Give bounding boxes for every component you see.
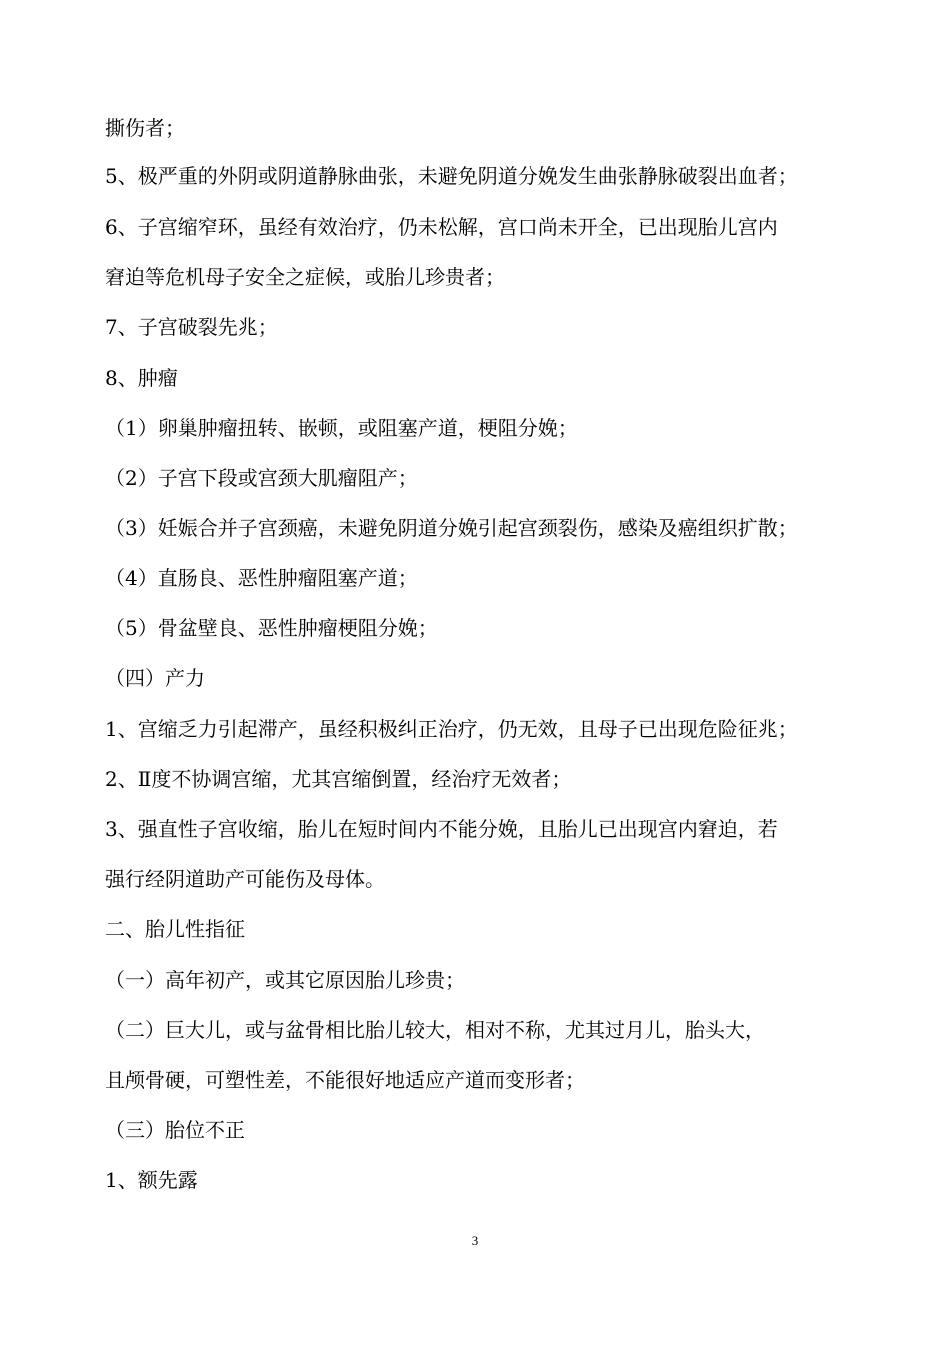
text-line-3: 6、子宫缩窄环，虽经有效治疗，仍未松解，宫口尚未开全，已出现胎儿宫内 — [105, 215, 778, 239]
section-heading-labor-force: （四）产力 — [105, 666, 205, 690]
text-line-9: （3）妊娠合并子宫颈癌，未避免阴道分娩引起宫颈裂伤，感染及癌组织扩散； — [105, 516, 798, 540]
text-line-4: 窘迫等危机母子安全之症候，或胎儿珍贵者； — [105, 265, 505, 289]
text-line-22: 1、额先露 — [105, 1168, 198, 1192]
text-line-5: 7、子宫破裂先兆； — [105, 315, 278, 339]
text-line-16: 强行经阴道助产可能伤及母体。 — [105, 867, 385, 891]
text-line-1: 撕伤者； — [105, 116, 185, 140]
page-number: 3 — [471, 1233, 479, 1248]
text-line-19: （二）巨大儿，或与盆骨相比胎儿较大，相对不称，尤其过月儿，胎头大， — [105, 1018, 765, 1042]
text-line-8: （2）子宫下段或宫颈大肌瘤阻产； — [105, 466, 418, 490]
text-line-11: （5）骨盆壁良、恶性肿瘤梗阻分娩； — [105, 616, 438, 640]
text-line-18: （一）高年初产，或其它原因胎儿珍贵； — [105, 968, 465, 992]
section-heading-malposition: （三）胎位不正 — [105, 1118, 245, 1142]
text-line-13: 1、宫缩乏力引起滞产，虽经积极纠正治疗，仍无效，且母子已出现危险征兆； — [105, 717, 798, 741]
text-line-20: 且颅骨硬，可塑性差，不能很好地适应产道而变形者； — [105, 1068, 585, 1092]
text-line-6: 8、肿瘤 — [105, 366, 178, 390]
text-line-10: （4）直肠良、恶性肿瘤阻塞产道； — [105, 566, 418, 590]
text-line-14: 2、Ⅱ度不协调宫缩，尤其宫缩倒置，经治疗无效者； — [105, 767, 572, 791]
text-line-7: （1）卵巢肿瘤扭转、嵌顿，或阻塞产道，梗阻分娩； — [105, 416, 578, 440]
text-line-15: 3、强直性子宫收缩，胎儿在短时间内不能分娩，且胎儿已出现宫内窘迫，若 — [105, 817, 778, 841]
text-line-2: 5、极严重的外阴或阴道静脉曲张，未避免阴道分娩发生曲张静脉破裂出血者； — [105, 164, 798, 188]
section-heading-fetal-indications: 二、胎儿性指征 — [105, 917, 245, 941]
